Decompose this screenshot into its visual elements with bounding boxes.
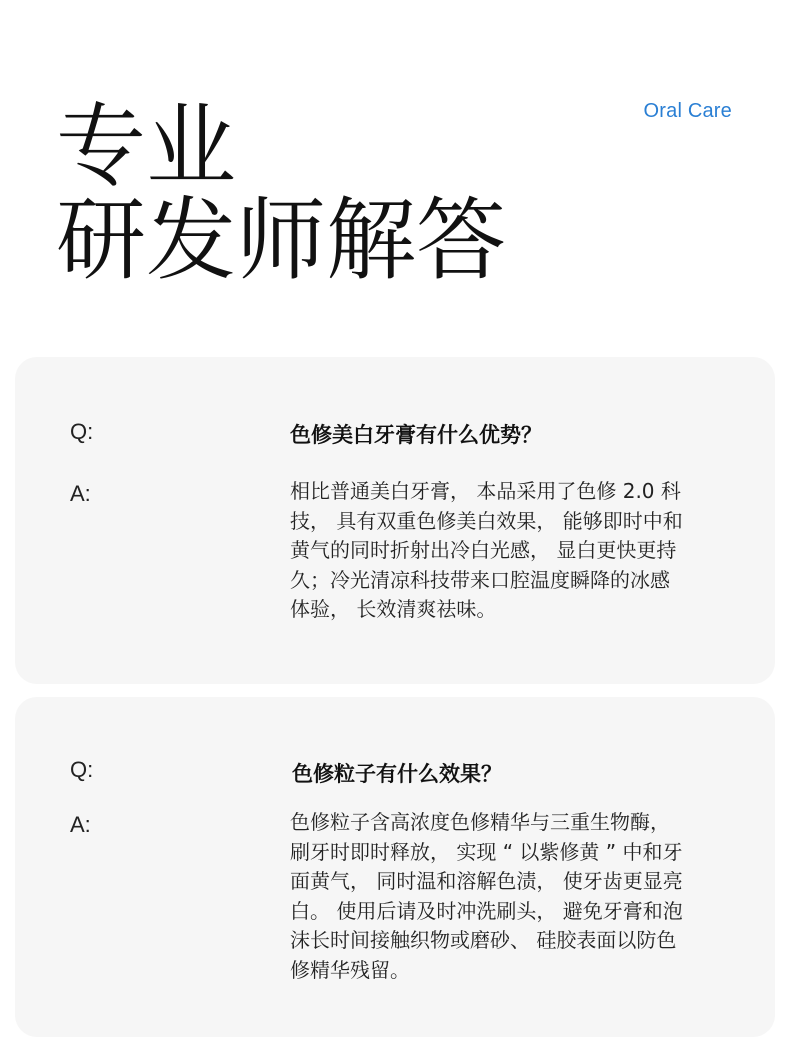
headline-line-1: 专业	[56, 94, 236, 199]
question-label: Q:	[70, 757, 94, 782]
question-label: Q:	[70, 419, 94, 444]
question-text: 色修粒子有什么效果？	[292, 762, 502, 786]
faq-card	[15, 697, 775, 1037]
faq-card	[15, 357, 775, 684]
answer-text: 色修粒子含高浓度色修精华与三重生物酶， 刷牙时即时释放， 实现 “ 以紫修黄 ” 中和牙 面黄气， 同时温和溶解色渍， 使牙齿更显亮 白。 使用后请及时冲洗刷头， 避免牙膏和泡 沫长时间接触织物或磨砂、 硅胶表面以防色 修精华残留。	[290, 810, 683, 982]
question-text: 色修美白牙膏有什么优势？	[290, 423, 542, 447]
answer-text: 相比普通美白牙膏， 本品采用了色修 2.0 科 技， 具有双重色修美白效果， 能够即时中和 黄气的同时折射出冷白光感， 显白更快更持 久；冷光清凉科技带来口腔温度瞬降的冰感 体验， 长效清爽祛味。	[290, 479, 683, 621]
headline-line-2: 研发师解答	[56, 188, 506, 293]
brand-label: Oral Care	[643, 100, 732, 122]
page-headline	[56, 94, 506, 293]
answer-label: A:	[70, 481, 91, 506]
answer-label: A:	[70, 812, 91, 837]
